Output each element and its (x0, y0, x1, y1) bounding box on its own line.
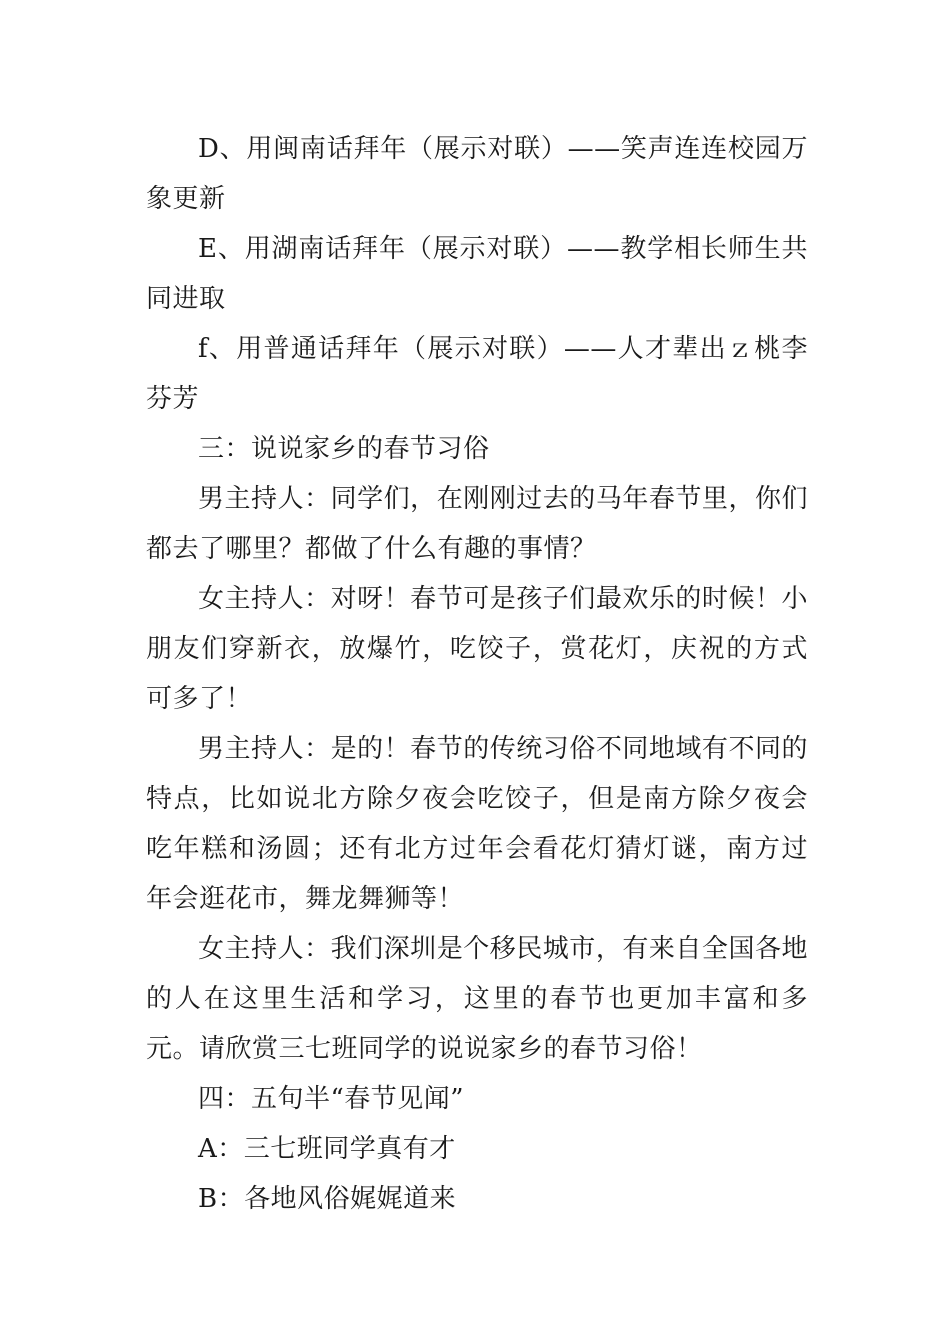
paragraph-female-host-1: 女主持人：对呀！春节可是孩子们最欢乐的时候！小朋友们穿新衣，放爆竹，吃饺子，赏花灯，庆祝的方式可多了！ (146, 584, 808, 714)
paragraph-male-host-2: 男主持人：是的！春节的传统习俗不同地域有不同的特点，比如说北方除夕夜会吃饺子，但是南方除夕夜会吃年糕和汤圆；还有北方过年会看花灯猜灯谜，南方过年会逛花市，舞龙舞狮等！ (146, 734, 808, 914)
section-heading-skit: 四：五句半“春节见闻” (198, 1084, 465, 1114)
paragraph-hunan-greeting: E、用湖南话拜年（展示对联）——教学相长师生共同进取 (146, 234, 808, 314)
document-page (146, 124, 808, 1224)
section-heading-customs: 三：说说家乡的春节习俗 (198, 434, 490, 464)
paragraph-mandarin-greeting: f、用普通话拜年（展示对联）——人才辈出ｚ桃李芬芳 (146, 334, 808, 414)
paragraph-minnan-greeting: D、用闽南话拜年（展示对联）——笑声连连校园万象更新 (146, 134, 808, 214)
paragraph-female-host-2: 女主持人：我们深圳是个移民城市，有来自全国各地的人在这里生活和学习，这里的春节也更加丰富和多元。请欣赏三七班同学的说说家乡的春节习俗！ (146, 934, 808, 1064)
skit-line-b: B：各地风俗娓娓道来 (198, 1184, 457, 1214)
skit-line-a: A：三七班同学真有才 (198, 1134, 456, 1164)
paragraph-male-host-1: 男主持人：同学们，在刚刚过去的马年春节里，你们都去了哪里？都做了什么有趣的事情？ (146, 484, 808, 564)
